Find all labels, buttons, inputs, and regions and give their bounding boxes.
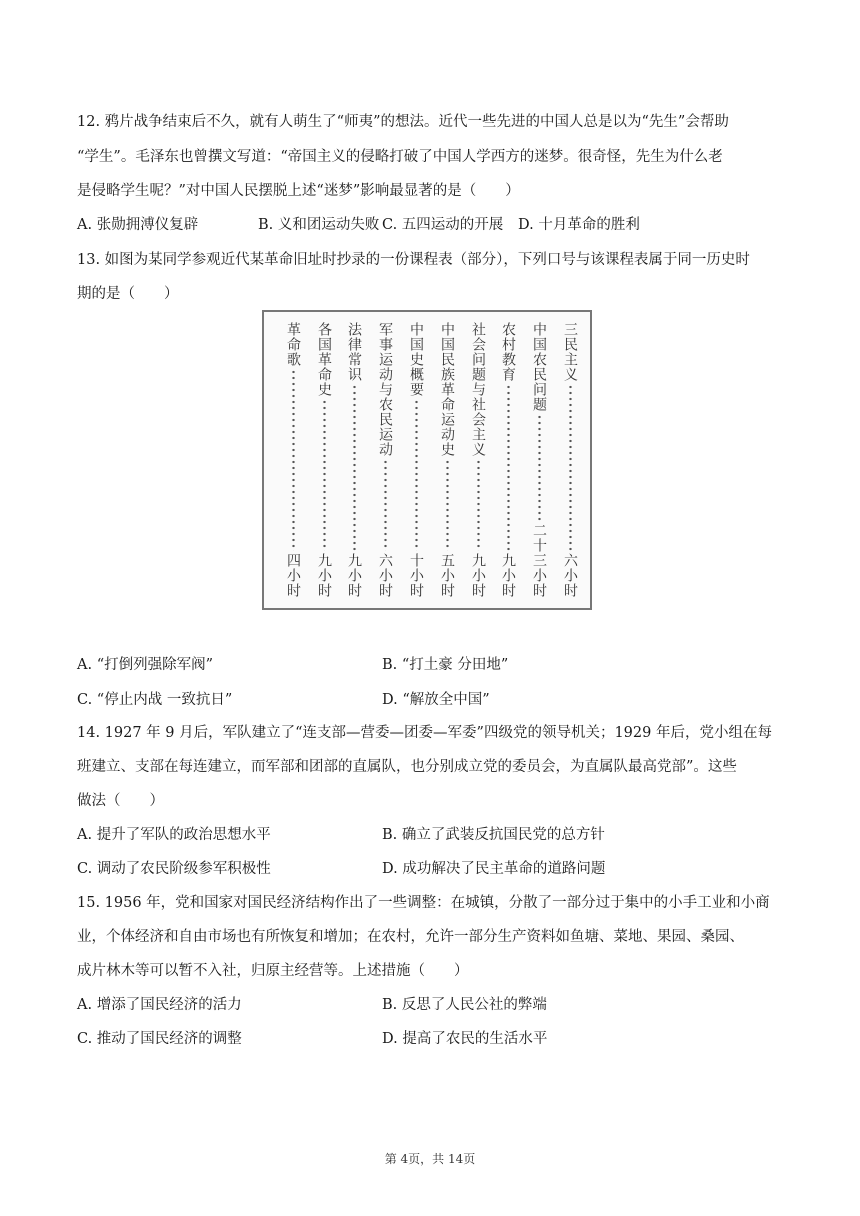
q14-option-a[interactable]: A. 提升了军队的政治思想水平 xyxy=(77,827,271,843)
leader-dots xyxy=(353,384,356,551)
q15-option-c[interactable]: C. 推动了国民经济的调整 xyxy=(77,1031,242,1047)
course-name: 中国农民问题 xyxy=(531,322,547,412)
course-hours: 二十三小时 xyxy=(531,523,547,598)
leader-dots xyxy=(477,459,480,551)
course-name: 法律常识 xyxy=(346,322,362,382)
course-name: 革命歌 xyxy=(285,322,301,367)
course-schedule-figure xyxy=(262,310,592,610)
course-name: 农村教育 xyxy=(500,322,516,382)
course-name: 中国民族革命运动史 xyxy=(439,322,455,457)
q15-line-3: 成片林木等可以暂不入社，归原主经营等。上述措施（ ） xyxy=(77,963,469,979)
q13-option-c[interactable]: C. “停止内战 一致抗日” xyxy=(77,692,233,708)
course-hours: 九小时 xyxy=(316,553,332,598)
q15-line-2: 业，个体经济和自由市场也有所恢复和增加；在农村，允许一部分生产资料如鱼塘、菜地、果园、桑园、 xyxy=(77,929,744,945)
q13-option-b[interactable]: B. “打土豪 分田地” xyxy=(382,657,509,673)
leader-dots xyxy=(538,414,541,521)
course-name: 中国史概要 xyxy=(408,322,424,397)
course-hours: 六小时 xyxy=(562,553,578,598)
leader-dots xyxy=(446,459,449,551)
q12-option-c[interactable]: C. 五四运动的开展 xyxy=(382,217,504,233)
q15-option-d[interactable]: D. 提高了农民的生活水平 xyxy=(382,1031,548,1047)
course-column xyxy=(314,322,334,598)
course-column xyxy=(498,322,518,598)
course-hours: 九小时 xyxy=(500,553,516,598)
q13-option-a[interactable]: A. “打倒列强除军阀” xyxy=(77,657,214,673)
course-hours: 十小时 xyxy=(408,553,424,598)
q14-option-b[interactable]: B. 确立了武装反抗国民党的总方针 xyxy=(382,827,605,843)
course-name: 社会问题与社会主义 xyxy=(470,322,486,457)
leader-dots xyxy=(569,384,572,551)
course-column xyxy=(529,322,549,598)
leader-dots xyxy=(415,399,418,551)
course-column xyxy=(406,322,426,598)
leader-dots xyxy=(507,384,510,551)
course-column xyxy=(468,322,488,598)
course-name: 军事运动与农民运动 xyxy=(377,322,393,457)
course-hours: 四小时 xyxy=(285,553,301,598)
leader-dots xyxy=(323,399,326,551)
course-column xyxy=(560,322,580,598)
course-hours: 九小时 xyxy=(346,553,362,598)
q13-option-d[interactable]: D. “解放全中国” xyxy=(382,692,490,708)
q15-option-b[interactable]: B. 反思了人民公社的弊端 xyxy=(382,997,547,1013)
q12-line-3: 是侵略学生呢？”对中国人民摆脱上述“迷梦”影响最显著的是（ ） xyxy=(77,183,520,199)
q15-line-1: 15. 1956 年，党和国家对国民经济结构作出了一些调整：在城镇，分散了一部分过于集中的小手工业和小商 xyxy=(77,895,770,911)
course-hours: 六小时 xyxy=(377,553,393,598)
page-footer: 第 4页，共 14页 xyxy=(384,1152,476,1166)
course-column xyxy=(344,322,364,598)
q13-line-2: 期的是（ ） xyxy=(77,286,179,302)
course-hours: 九小时 xyxy=(470,553,486,598)
q14-option-c[interactable]: C. 调动了农民阶级参军积极性 xyxy=(77,861,271,877)
q12-line-1: 12. 鸦片战争结束后不久，就有人萌生了“师夷”的想法。近代一些先进的中国人总是以为“先生”会帮助 xyxy=(77,114,729,130)
leader-dots xyxy=(292,369,295,551)
q12-option-d[interactable]: D. 十月革命的胜利 xyxy=(518,217,640,233)
course-name: 各国革命史 xyxy=(316,322,332,397)
course-column xyxy=(375,322,395,598)
course-column xyxy=(437,322,457,598)
leader-dots xyxy=(384,459,387,551)
q15-option-a[interactable]: A. 增添了国民经济的活力 xyxy=(77,997,242,1013)
q13-line-1: 13. 如图为某同学参观近代某革命旧址时抄录的一份课程表（部分），下列口号与该课程表属于同一历史时 xyxy=(77,252,750,268)
q14-option-d[interactable]: D. 成功解决了民主革命的道路问题 xyxy=(382,861,606,877)
course-name: 三民主义 xyxy=(562,322,578,382)
q12-option-b[interactable]: B. 义和团运动失败 xyxy=(258,217,380,233)
q14-line-3: 做法（ ） xyxy=(77,793,164,809)
course-hours: 五小时 xyxy=(439,553,455,598)
q12-option-a[interactable]: A. 张勋拥溥仪复辟 xyxy=(77,217,199,233)
course-column xyxy=(283,322,303,598)
q14-line-1: 14. 1927 年 9 月后，军队建立了“连支部—营委—团委—军委”四级党的领导机关；1929 年后，党小组在每 xyxy=(77,725,772,741)
q12-line-2: “学生”。毛泽东也曾撰文写道：“帝国主义的侵略打破了中国人学西方的迷梦。很奇怪，先生为什么老 xyxy=(77,149,723,165)
q14-line-2: 班建立、支部在每连建立，而军部和团部的直属队，也分别成立党的委员会，为直属队最高党部”。这些 xyxy=(77,759,737,775)
